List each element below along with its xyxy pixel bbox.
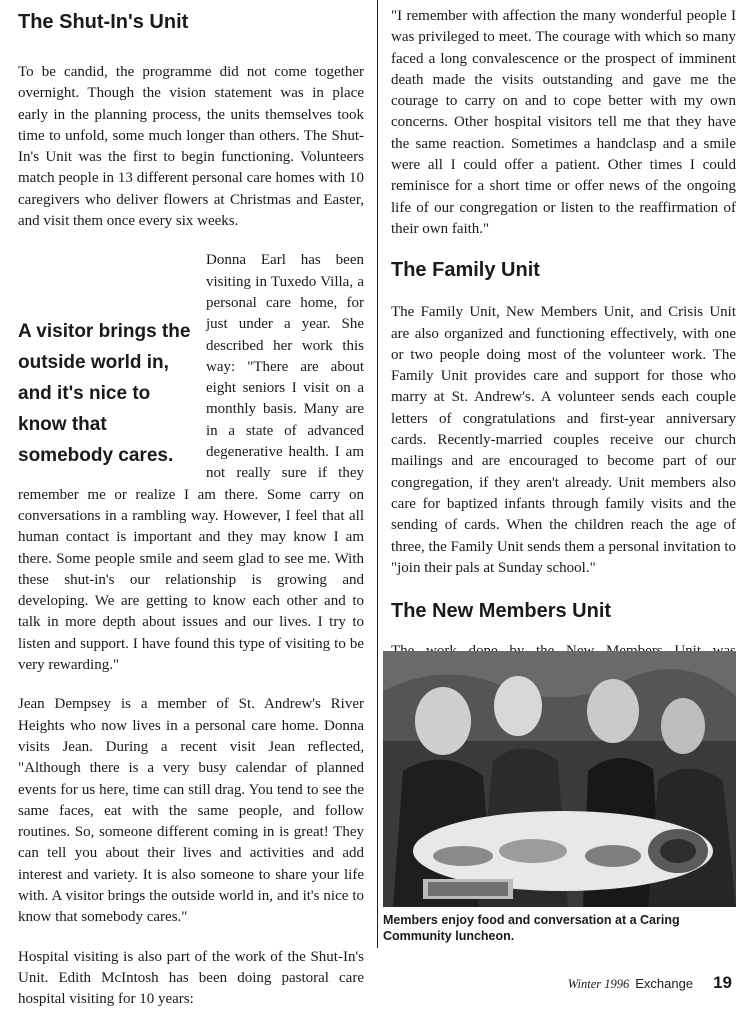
luncheon-photo [383,651,736,907]
luncheon-photo-illustration [383,651,736,907]
page-footer [568,973,732,993]
family-unit-paragraph: The Family Unit, New Members Unit, and Crisis Unit are also organized and functioning effectively, with one or two people doing most of the volunteer work. The Family Unit provides care and support for those who marry at St. Andrew's. A volunteer sends each couple letters of congratulations and first-year anniversary cards. Recently-married couples receive our church mailings and are encouraged to become part of our congregation, if they aren't already. Unit members also care for baptized infants through family visits and the sending of cards. When the children reach the age of three, the Family Unit sends them a personal invitation to "join their pals at Sunday school." [391,304,736,576]
page-number: 19 [713,973,732,992]
donna-earl-section [18,250,364,676]
shutin-heading: The Shut-In's Unit [18,11,189,33]
jean-dempsey-paragraph: Jean Dempsey is a member of St. Andrew's River Heights who now lives in a personal care home. Donna visits Jean. During a recent visit Jean reflected, "Although there is a very busy calendar of planned events for us here, time can still drag. You tend to see the same faces, eat with the same people, and follow routines. So, someone different coming in is great! They can tell you about their lives and activities and add interest and variety. It is also someone to share your life with. A visitor brings the outside world in, and it's nice to know that somebody cares." [18,696,364,926]
right-column [391,0,736,684]
publication-name: Exchange [635,976,694,991]
intro-paragraph: To be candid, the programme did not come together overnight. Though the vision statement was in place early in the planning process, the units themselves took time to unfold, some much longer than others. The Shut-In's Unit was the first to begin functioning. Volunteers match people in 13 different personal care homes with 10 caregivers who deliver flowers at Christmas and Easter, and visit them once every six weeks. [18,64,364,230]
donna-earl-paragraph: Donna Earl has been visiting in Tuxedo Villa, a personal care home, for just under a year. She described her work this way: "There are about eight seniors I visit on a monthly basis. Many are in a state of advanced degenerative health. I am not really sure if they remember me or realize I am there. Some carry on conversations in a rambling way. However, I feel that all human contact is important and they may know I am there. Some people smile and seem glad to see me. With these shut-in's our relationship is growing and developing. We are getting to know each other and to talk in more depth about issues and our lives. I try to listen and support. I have found this type of visiting to be very rewarding." [18,252,364,674]
hospital-visiting-paragraph: Hospital visiting is also part of the work of the Shut-In's Unit. Edith McIntosh has been doing pastoral care hospital visiting for 10 years: [18,948,364,1008]
photo-caption: Members enjoy food and conversation at a Caring Community luncheon. [383,913,680,943]
family-unit-heading: The Family Unit [391,259,540,282]
new-members-heading: The New Members Unit [391,600,612,623]
column-divider [377,0,378,948]
edith-quote-paragraph: "I remember with affection the many wonderful people I was privileged to meet. The courage with which so many faced a long convalescence or the prospect of imminent death made the visits outstanding and gave me the courage to carry on and to cope better with my own concerns. Other hospital visitors tell me that they have the same reaction. Sometimes a handclasp and a smile were all I could offer a patient. Other times I could reminisce for a short time or offer news of the ongoing life of our congregation or listen to the reaffirmation of their own faith." [391,8,736,237]
pull-quote: A visitor brings the outside world in, and it's nice to know that somebody cares. [18,321,191,467]
issue-date: Winter 1996 [567,977,630,991]
left-column [18,0,364,1010]
